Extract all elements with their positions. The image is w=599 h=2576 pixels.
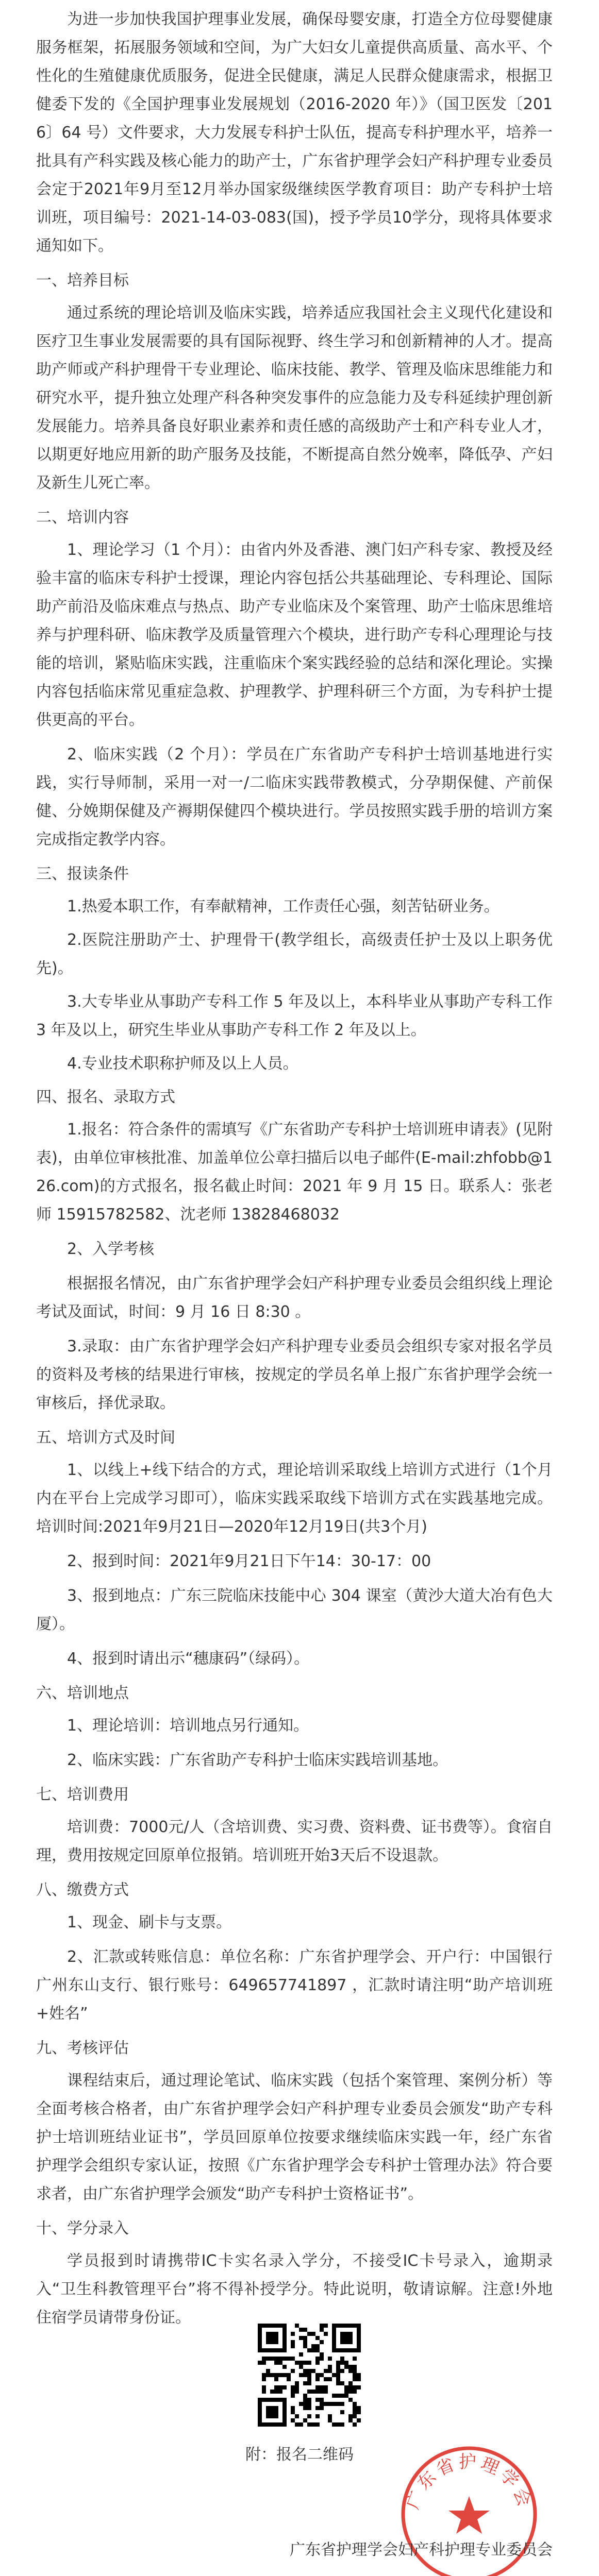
qr-caption: 附：报名二维码: [245, 2446, 354, 2464]
section-heading: 五、培训方式及时间: [36, 1429, 175, 1447]
section-schedule: [36, 1423, 553, 1673]
section-paragraph: 3.录取：由广东省护理学会妇产科护理专业委员会组织专家对报名学员的资料及考核的结果进行审核，按规定的学员名单上报广东省护理学会统一审核后，择优录取。: [36, 1337, 553, 1412]
section-paragraph: 培训费：7000元/人（含培训费、实习费、资料费、证书费等）。食宿自理，费用按规定回原单位报销。培训班开始3天后不设退款。: [36, 1818, 553, 1865]
section-paragraph: 通过系统的理论培训及临床实践，培养适应我国社会主义现代化建设和医疗卫生事业发展需要的具有国际视野、终生学习和创新精神的人才。提高助产师或产科护理骨干专业理论、临床技能、教学、管理及临床思维能力和研究水平，提升独立处理产科各种突发事件的应急能力及专科延续护理创新发展能力。培养具备良好职业素养和责任感的高级助产士和产科专业人才，以期更好地应用新的助产服务及技能，不断提高自然分娩率，降低孕、产妇及新生儿死亡率。: [36, 304, 553, 492]
section-paragraph: 2、临床实践：广东省助产专科护士临床实践培训基地。: [67, 1751, 448, 1769]
signature-organization: 广东省护理学会妇产科护理专业委员会: [290, 2541, 553, 2559]
list-item: 1.热爱本职工作，有奉献精神，工作责任心强，刻苦钻研业务。: [67, 897, 500, 916]
section-registration: [36, 1083, 553, 1417]
svg-text:广东省护理学会: 广东省护理学会: [402, 2451, 536, 2512]
section-paragraph: 学员报到时请携带IC卡实名录入学分，不接受IC卡号录入，逾期录入“卫生科教管理平台”将不得补授学分。特此说明，敬请谅解。注意!外地住宿学员请带身份证。: [36, 2252, 553, 2327]
section-paragraph: 根据报名情况，由广东省护理学会妇产科护理专业委员会组织线上理论考试及面试，时间：9 月 16 日 8:30 。: [36, 1275, 553, 1321]
section-heading: 六、培训地点: [36, 1684, 129, 1702]
section-paragraph: 3、报到地点：广东三院临床技能中心 304 课室（黄沙大道大冶有色大厦）。: [36, 1587, 553, 1633]
registration-qr-code[interactable]: [258, 2324, 361, 2427]
section-heading: 一、培养目标: [36, 272, 129, 290]
section-paragraph: 1、现金、刷卡与支票。: [67, 1913, 232, 1931]
section-credits: [36, 2214, 553, 2332]
section-paragraph: 1、理论学习（1 个月）：由省内外及香港、澳门妇产科专家、教授及经验丰富的临床专科护士授课，理论内容包括公共基础理论、专科理论、国际助产前沿及临床难点与热点、助产专业临床及个案管理、助产士临床思维培养与护理科研、临床教学及质量管理六个模块，进行助产专科心理理论与技能的培训，紧贴临床实践，注重临床个案实践经验的总结和深化理论。实操内容包括临床常见重症急救、护理教学、护理科研三个方面，为专科护士提供更高的平台。: [36, 541, 553, 729]
intro-paragraph: 为进一步加快我国护理事业发展，确保母婴安康，打造全方位母婴健康服务框架，拓展服务领域和空间，为广大妇女儿童提供高质量、高水平、个性化的生殖健康优质服务，促进全民健康，满足人民群众健康需求，根据卫健委下发的《全国护理事业发展规划（2016-2020 年）》（国卫医发〔2016〕64 号）文件要求，大力发展专科护士队伍，提高专科护理水平，培养一批具有产科实践及核心能力的助产士，广东省护理学会妇产科护理专业委员会定于2021年9月至12月举办国家级继续医学教育项目：助产专科护士培训班，项目编号：2021-14-03-083(国)，授予学员10学分，现将具体要求通知如下。: [36, 10, 553, 255]
section-payment: [36, 1876, 553, 2028]
section-paragraph: 2、汇款或转账信息：单位名称：广东省护理学会、开户行：中国银行广州东山支行、银行账号：649657741897 ，汇款时请注明“助产培训班+姓名”: [36, 1948, 553, 2023]
section-paragraph: 2、临床实践（2 个月）：学员在广东省助产专科护士培训基地进行实践，实行导师制，采用一对一/二临床实践带教模式，分孕期保健、产前保健、分娩期保健及产褥期保健四个模块进行。学员按照实践手册的培训方案完成指定教学内容。: [36, 745, 553, 849]
section-paragraph: 课程结束后，通过理论笔试、临床实践（包括个案管理、案例分析）等全面考核合格者，由广东省护理学会妇产科护理专业委员会颁发“助产专科护士培训班结业证书”，学员回原单位按要求继续临床实践一年，经广东省护理学会组织专家认证，按照《广东省护理学会专科护士管理办法》符合要求者，由广东省护理学会颁发“助产专科护士资格证书”。: [36, 2072, 553, 2203]
section-training-content: [36, 503, 553, 854]
section-paragraph: 4、报到时请出示“穗康码”（绿码）。: [67, 1650, 310, 1668]
section-heading: 三、报读条件: [36, 865, 129, 883]
section-assessment: [36, 2034, 553, 2208]
section-paragraph: 2、报到时间：2021年9月21日下午14：30-17：00: [67, 1552, 431, 1570]
list-item: 4.专业技术职称护师及以上人员。: [67, 1055, 298, 1073]
list-item: 3.大专毕业从事助产专科工作 5 年及以上，本科毕业从事助产专科工作 3 年及以上，研究生毕业从事助产专科工作 2 年及以上。: [36, 993, 553, 1039]
qr-code-image: [258, 2324, 361, 2427]
section-fees: [36, 1781, 553, 1870]
list-item: 2.医院注册助产士、护理骨干(教学组长，高级责任护士及以上职务优先)。: [36, 931, 553, 977]
section-paragraph: 1、理论培训：培训地点另行通知。: [67, 1717, 309, 1735]
section-heading: 二、培训内容: [36, 509, 129, 527]
section-heading: 七、培训费用: [36, 1786, 129, 1804]
section-heading: 十、学分录入: [36, 2219, 129, 2238]
section-paragraph: 1.报名：符合条件的需填写《广东省助产专科护士培训班申请表》(见附表)，由单位审核批准、加盖单位公章扫描后以电子邮件(E-mail:zhfobb@126.com)的方式报名，报名截止时间：2021 年 9 月 15 日。联系人：张老师 15915782582、沈老师 13828468032: [36, 1121, 553, 1224]
section-heading: 九、考核评估: [36, 2039, 129, 2057]
section-location: [36, 1679, 553, 1774]
section-heading: 四、报名、录取方式: [36, 1088, 175, 1106]
section-training-goal: [36, 266, 553, 497]
section-paragraph: 2、入学考核: [67, 1240, 155, 1258]
section-eligibility: [36, 860, 553, 1078]
section-paragraph: 1、以线上+线下结合的方式，理论培训采取线上培训方式进行（1个月内在平台上完成学习即可），临床实践采取线下培训方式在实践基地完成。培训时间:2021年9月21日—2020年12月19日(共3个月): [36, 1461, 553, 1536]
section-heading: 八、缴费方式: [36, 1881, 129, 1899]
